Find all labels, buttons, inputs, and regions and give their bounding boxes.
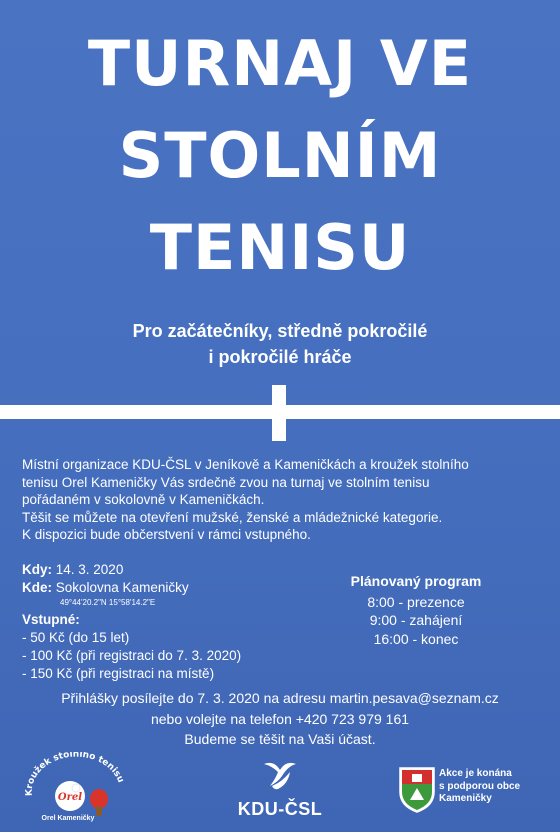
ping-pong-logo-icon [16, 752, 128, 824]
subtitle-line-2: i pokročilé hráče [208, 347, 352, 367]
title-line-3: TENISU [149, 211, 411, 284]
fee-label: Vstupné: [22, 612, 80, 627]
fee-list [22, 629, 322, 683]
where-row [22, 579, 322, 597]
table-net-vertical [272, 385, 286, 441]
svg-text:Kroužek stolního tenisu: Kroužek stolního tenisu [24, 752, 126, 797]
kdu-csl-logo [228, 758, 332, 822]
registration-line-1: Přihlášky posílejte do 7. 3. 2020 na adresu martin.pesava@seznam.cz [61, 690, 499, 706]
registration-line-2: nebo volejte na telefon +420 723 979 161 [150, 710, 410, 727]
when-label: Kdy: [22, 562, 52, 577]
title-line-1: TURNAJ VE [87, 27, 473, 100]
program [346, 572, 486, 648]
support-line-1: Akce je konána [439, 768, 512, 779]
subtitle [0, 318, 560, 370]
when-row [22, 561, 322, 579]
municipality-support-text [439, 768, 520, 806]
svg-text:Orel Kameničky: Orel Kameničky [41, 815, 95, 822]
registration-line-3: Budeme se těšit na Vaši účast. [184, 731, 376, 747]
intro-line-4: Těšit se můžete na otevření mužské, ženské a mládežnické kategorie. [22, 509, 443, 525]
when-value: 14. 3. 2020 [55, 562, 124, 577]
krouzek-logo [16, 752, 128, 824]
where-value: Sokolovna Kameničky [55, 580, 189, 595]
intro-text [22, 456, 542, 544]
fee-item: - 50 Kč (do 15 let) [22, 630, 130, 645]
program-item: 16:00 - konec [373, 630, 459, 647]
registration-info [0, 688, 560, 750]
fee-item: - 150 Kč (při registraci na místě) [22, 666, 215, 681]
program-item: 8:00 - prezence [367, 593, 465, 610]
kdu-emblem-icon [258, 758, 302, 792]
kdu-logo-text: KDU-ČSL [237, 799, 323, 819]
intro-line-1: Místní organizace KDU-ČSL v Jeníkově a Kameničkách a kroužek stolního [22, 457, 469, 472]
program-item: 9:00 - zahájení [369, 612, 463, 628]
where-label: Kde: [22, 580, 52, 595]
gps-coordinates: 49°44'20.2"N 15°58'14.2"E [60, 598, 156, 607]
svg-text:Orel: Orel [57, 792, 83, 803]
fee-item: - 100 Kč (při registraci do 7. 3. 2020) [22, 648, 242, 663]
page-title [0, 18, 560, 294]
support-line-2: s podporou obce [439, 780, 521, 792]
intro-line-3: pořádaném v sokolovně v Kameničkách. [22, 492, 265, 507]
intro-line-2: tenisu Orel Kameničky Vás srdečně zvou na turnaj ve stolním tenisu [22, 474, 430, 490]
title-line-2: STOLNÍM [118, 119, 442, 192]
program-heading: Plánovaný program [350, 573, 482, 589]
support-line-3: Kameničky [439, 793, 492, 804]
subtitle-line-1: Pro začátečníky, středně pokročilé [132, 321, 428, 341]
coat-of-arms-icon [398, 766, 436, 814]
event-details [22, 561, 322, 683]
municipality-support [398, 764, 528, 820]
intro-line-5: K dispozici bude občerstvení v rámci vstupného. [22, 527, 311, 542]
